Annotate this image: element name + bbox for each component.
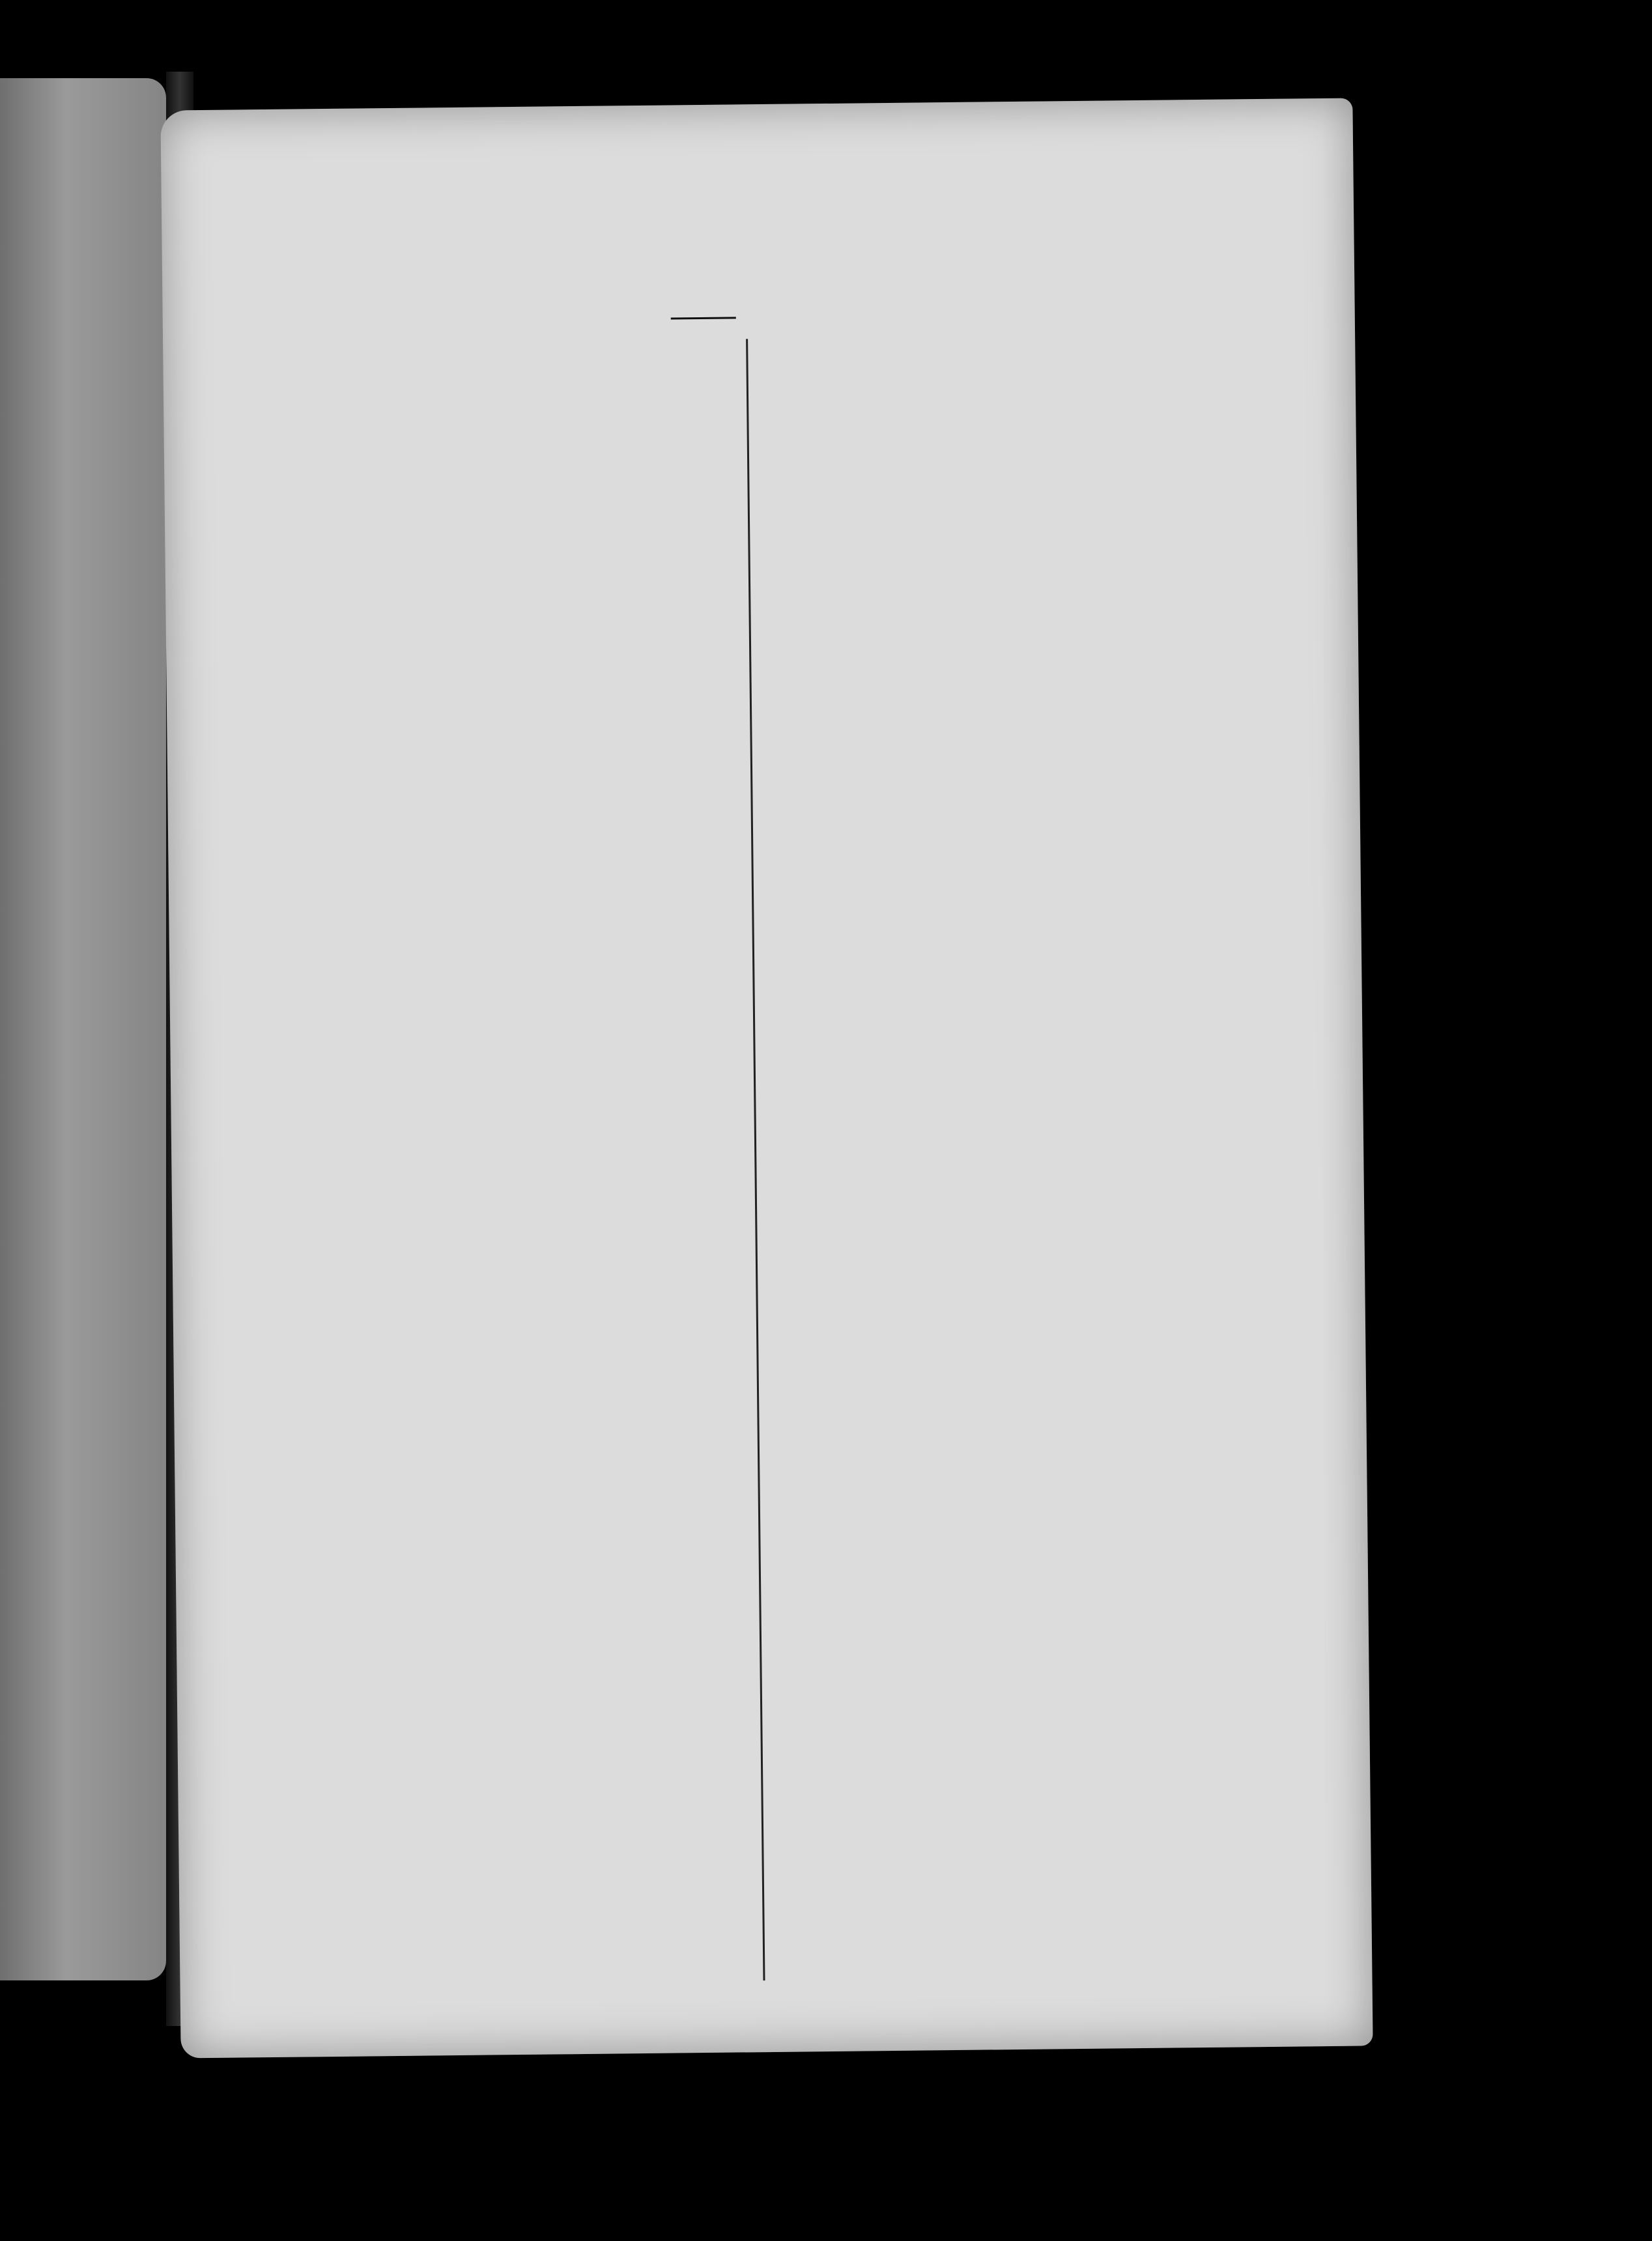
- column-divider: [746, 339, 765, 1980]
- document-page: [160, 98, 1373, 2059]
- left-column: [303, 313, 737, 361]
- facing-page-fragment: [0, 78, 166, 1980]
- top-entries: [303, 313, 736, 317]
- right-groups: [752, 307, 1192, 311]
- right-column: [752, 307, 1192, 311]
